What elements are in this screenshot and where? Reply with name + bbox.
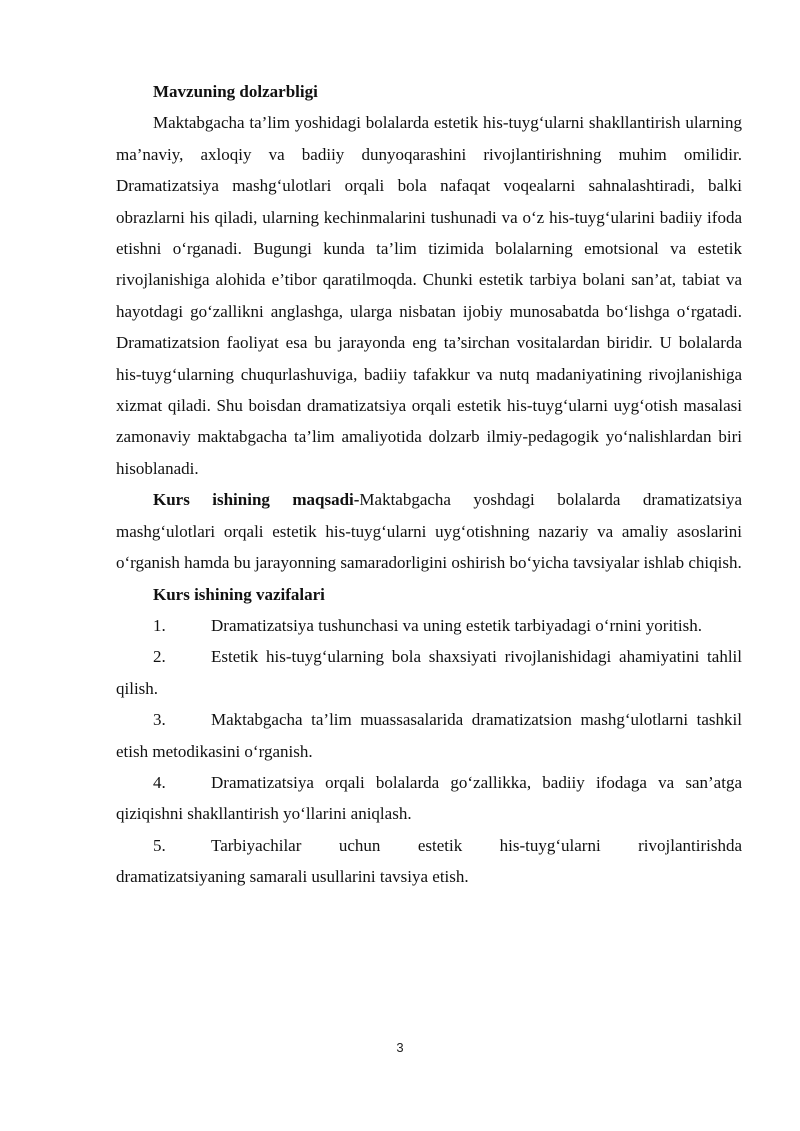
relevance-heading: Mavzuning dolzarbligi [153, 82, 318, 101]
task-number: 5. [153, 835, 166, 855]
task-number: 1. [153, 615, 166, 635]
relevance-paragraph: Maktabgacha ta’lim yoshidagi bolalarda estetik his-tuyg‘ularni shakllantirish ularning ma’naviy, axloqiy va badiiy dunyoqarashini rivojlantirishning muhim omilidir. Dramatizatsiya mashg‘ulotlari orqali bola nafaqat voqealarni sahnalashtiradi, balki obrazlarni his qiladi, ularning kechinmalarini tushunadi va o‘z his-tuyg‘ularini badiiy ifoda etishni o‘rganadi. Bugungi kunda ta’lim tizimida bolalarning emotsional va estetik rivojlanishiga alohida e’tibor qaratilmoqda. Chunki estetik tarbiya bolani san’at, tabiat va hayotdagi go‘zallikni anglashga, ularga nisbatan ijobiy munosabatda bo‘lishga o‘rgatadi. Dramatizatsion faoliyat esa bu jarayonda eng ta’sirchan vositalardan biridir. U bolalarda his-tuyg‘ularning chuqurlashuviga, badiiy tafakkur va nutq madaniyatining rivojlanishiga xizmat qiladi. Shu boisdan dramatizatsiya orqali estetik his-tuyg‘ularni uyg‘otish masalasi zamonaviy maktabgacha ta’lim amaliyotida dolzarb ilmiy-pedagogik yo‘nalishlardan biri hisoblanadi. [116, 113, 742, 478]
task-text: Dramatizatsiya tushunchasi va uning estetik tarbiyadagi o‘rnini yoritish. [211, 615, 702, 635]
task-text: Dramatizatsiya orqali bolalarda go‘zallikka, badiiy ifodaga va san’atga qiziqishni shakllantirish yo‘llarini aniqlash. [116, 772, 742, 824]
task-text: Tarbiyachilar uchun estetik his-tuyg‘ularni rivojlantirishda dramatizatsiyaning samarali usullarini tavsiya etish. [116, 835, 742, 887]
goal-text: Maktabgacha yoshdagi bolalarda dramatizatsiya mashg‘ulotlari orqali estetik his-tuyg‘ularni uyg‘otishning nazariy va amaliy asoslarini o‘rganish hamda bu jarayonning samaradorligini oshirish bo‘yicha tavsiyalar ishlab chiqish. [116, 490, 742, 573]
goal-label: Kurs ishining maqsadi- [153, 490, 360, 510]
task-item [116, 704, 742, 767]
task-item [116, 767, 742, 830]
task-text: Maktabgacha ta’lim muassasalarida dramatizatsion mashg‘ulotlarni tashkil etish metodikasini o‘rganish. [116, 710, 742, 761]
goal-paragraph [116, 484, 742, 578]
task-item [116, 641, 742, 704]
task-number: 2. [153, 647, 166, 667]
page-body [116, 76, 742, 893]
task-number: 3. [153, 710, 166, 730]
task-item [116, 830, 742, 893]
tasks-heading: Kurs ishining vazifalari [153, 584, 325, 604]
page-number: 3 [396, 1040, 404, 1055]
task-item [116, 610, 742, 641]
task-number: 4. [153, 772, 166, 792]
task-text: Estetik his-tuyg‘ularning bola shaxsiyati rivojlanishidagi ahamiyatini tahlil qilish. [116, 647, 742, 698]
